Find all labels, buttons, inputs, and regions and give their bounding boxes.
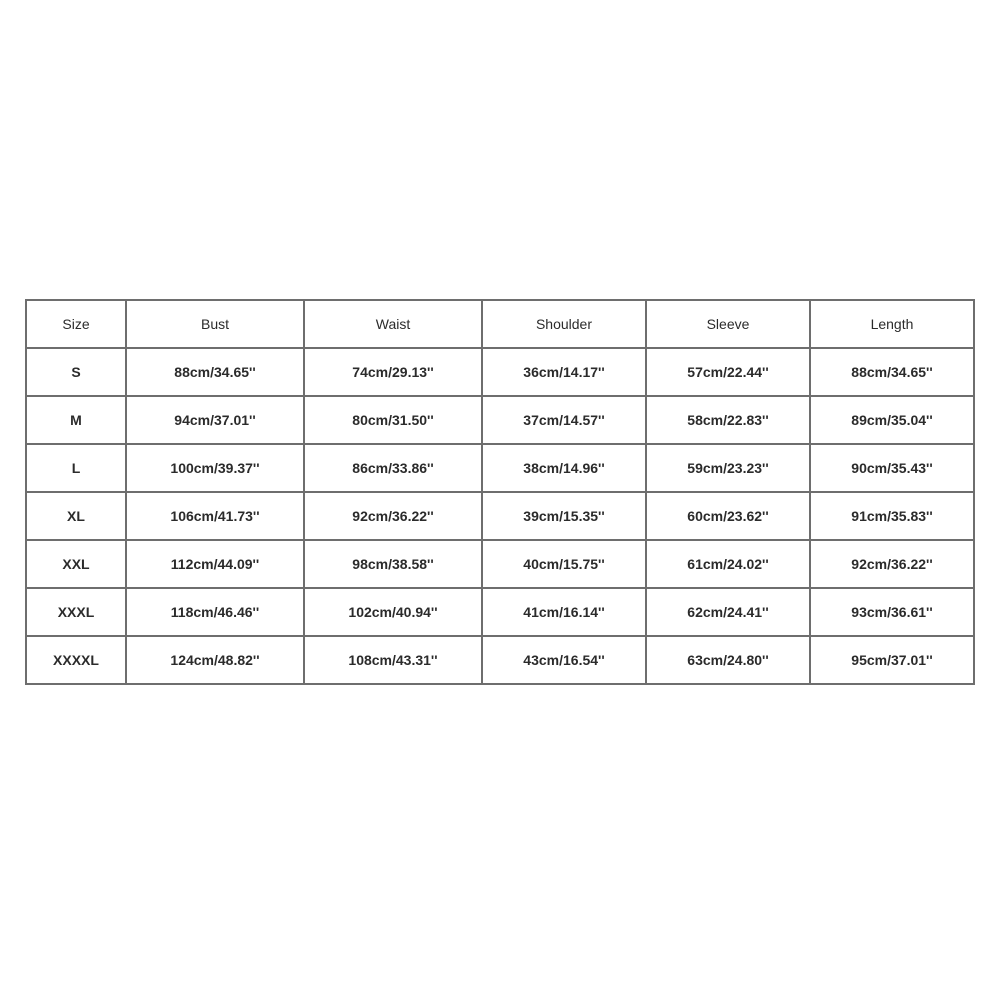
shoulder-cell: 43cm/16.54'' [482,636,646,684]
length-cell: 95cm/37.01'' [810,636,974,684]
bust-cell: 100cm/39.37'' [126,444,304,492]
size-cell: XXXL [26,588,126,636]
length-cell: 90cm/35.43'' [810,444,974,492]
waist-cell: 108cm/43.31'' [304,636,482,684]
table-row [26,444,974,492]
table-row [26,540,974,588]
shoulder-cell: 36cm/14.17'' [482,348,646,396]
waist-cell: 74cm/29.13'' [304,348,482,396]
waist-cell: 86cm/33.86'' [304,444,482,492]
size-chart-table [25,299,975,685]
shoulder-cell: 38cm/14.96'' [482,444,646,492]
length-cell: 91cm/35.83'' [810,492,974,540]
bust-cell: 106cm/41.73'' [126,492,304,540]
sleeve-cell: 57cm/22.44'' [646,348,810,396]
table-row [26,348,974,396]
sleeve-cell: 62cm/24.41'' [646,588,810,636]
header-sleeve: Sleeve [646,300,810,348]
waist-cell: 92cm/36.22'' [304,492,482,540]
sleeve-cell: 58cm/22.83'' [646,396,810,444]
length-cell: 93cm/36.61'' [810,588,974,636]
size-cell: L [26,444,126,492]
waist-cell: 80cm/31.50'' [304,396,482,444]
table-header-row [26,300,974,348]
size-cell: XXL [26,540,126,588]
bust-cell: 112cm/44.09'' [126,540,304,588]
waist-cell: 98cm/38.58'' [304,540,482,588]
header-bust: Bust [126,300,304,348]
bust-cell: 118cm/46.46'' [126,588,304,636]
table-row [26,588,974,636]
shoulder-cell: 39cm/15.35'' [482,492,646,540]
shoulder-cell: 41cm/16.14'' [482,588,646,636]
length-cell: 89cm/35.04'' [810,396,974,444]
bust-cell: 88cm/34.65'' [126,348,304,396]
sleeve-cell: 61cm/24.02'' [646,540,810,588]
shoulder-cell: 37cm/14.57'' [482,396,646,444]
header-size: Size [26,300,126,348]
size-cell: M [26,396,126,444]
bust-cell: 124cm/48.82'' [126,636,304,684]
sleeve-cell: 63cm/24.80'' [646,636,810,684]
size-cell: S [26,348,126,396]
table-row [26,636,974,684]
waist-cell: 102cm/40.94'' [304,588,482,636]
size-cell: XL [26,492,126,540]
table-row [26,396,974,444]
shoulder-cell: 40cm/15.75'' [482,540,646,588]
header-shoulder: Shoulder [482,300,646,348]
header-length: Length [810,300,974,348]
sleeve-cell: 59cm/23.23'' [646,444,810,492]
length-cell: 88cm/34.65'' [810,348,974,396]
sleeve-cell: 60cm/23.62'' [646,492,810,540]
header-waist: Waist [304,300,482,348]
table-row [26,492,974,540]
size-cell: XXXXL [26,636,126,684]
bust-cell: 94cm/37.01'' [126,396,304,444]
length-cell: 92cm/36.22'' [810,540,974,588]
